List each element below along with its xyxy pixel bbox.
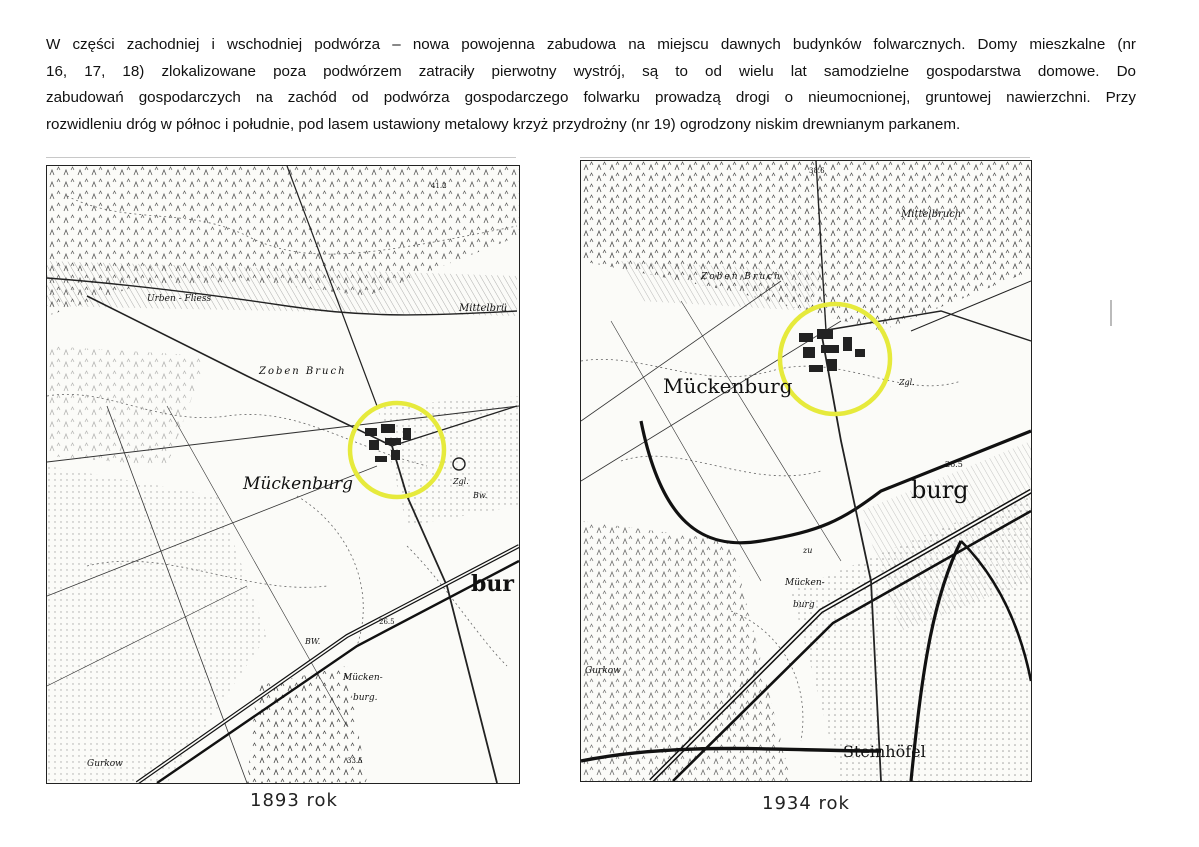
map-label-bw-1: BW. [305, 637, 321, 646]
paragraph-line-2: 16, 17, 18) zlokalizowane poza podwórzem zatraciły pierwotny wystrój, są to od wielu lat samodzielne gospodarstwa domowe. Do [46, 62, 1136, 80]
map-elevation-1: 26.5 [379, 618, 395, 626]
map-label-zu-1934: zu [803, 546, 813, 555]
map-elevation-1-1934: 26.5 [945, 460, 963, 469]
map-label-burg: bur [471, 571, 514, 597]
paragraph-line-4: rozwidleniu dróg w północ i południe, pod lasem ustawiony metalowy krzyż przydrożny (nr 19) ogrodzony niskim drewnianym parkanem. [46, 115, 961, 133]
paragraph-line-3: zabudowań gospodarczych na zachód od podwórza gospodarczego folwarku prowadzą drogi o nieumocnionej, gruntowej nawierzchni. Przy [46, 89, 1136, 106]
map-label-gurkow: Gurkow [87, 759, 123, 769]
map-1893-drawing [47, 166, 519, 783]
paragraph-line-1: W części zachodniej i wschodniej podwórza – nowa powojenna zabudowa na miejscu dawnych budynków folwarcznych. Domy mieszkalne (nr [46, 36, 1136, 53]
map-label-muckenburg-small: Mücken- [343, 673, 383, 683]
map-label-gurkow-1934: Gurkow [585, 666, 621, 676]
map-label-burg-small-1934: burg [793, 600, 815, 610]
map-elevation-2: 41.2 [431, 182, 447, 190]
scan-artifact [1110, 300, 1112, 326]
map-label-steinhofel: Steinhöfel [843, 742, 926, 761]
map-label-zgl-1934: Zgl. [899, 378, 915, 387]
divider-left [46, 157, 516, 158]
map-label-town-1934: Mückenburg [663, 374, 793, 398]
map-label-burg-small: burg. [353, 693, 378, 703]
map-label-zobenbruch: Zoben Bruch [259, 366, 347, 377]
description-paragraph [46, 32, 1136, 138]
map-label-mittelbruch: Mittelbrü [459, 303, 508, 314]
map-label-burg-1934: burg [911, 476, 969, 504]
historical-map-1934 [580, 160, 1032, 782]
map-label-mittelbruch-1934: Mittelbruch [901, 209, 962, 220]
map-label-bw-2: Bw. [473, 491, 488, 500]
map-elevation-3: 33.5 [347, 757, 363, 765]
map-label-stream: Urben - Fliess [147, 294, 212, 304]
divider-right [580, 157, 1030, 158]
map-caption-1893: 1893 rok [250, 790, 338, 811]
town-buildings-1934 [799, 329, 865, 372]
map-1934-drawing [581, 161, 1031, 781]
map-caption-1934: 1934 rok [762, 793, 850, 814]
historical-map-1893 [46, 165, 520, 784]
map-label-town: Mückenburg [243, 474, 354, 494]
map-label-zobenbruch-1934: Zoben Bruch [701, 272, 782, 282]
map-label-zgl: Zgl. [453, 477, 469, 486]
map-label-muckenburg-small-1934: Mücken- [785, 578, 825, 588]
map-elevation-2-1934: 38.6 [809, 167, 825, 175]
